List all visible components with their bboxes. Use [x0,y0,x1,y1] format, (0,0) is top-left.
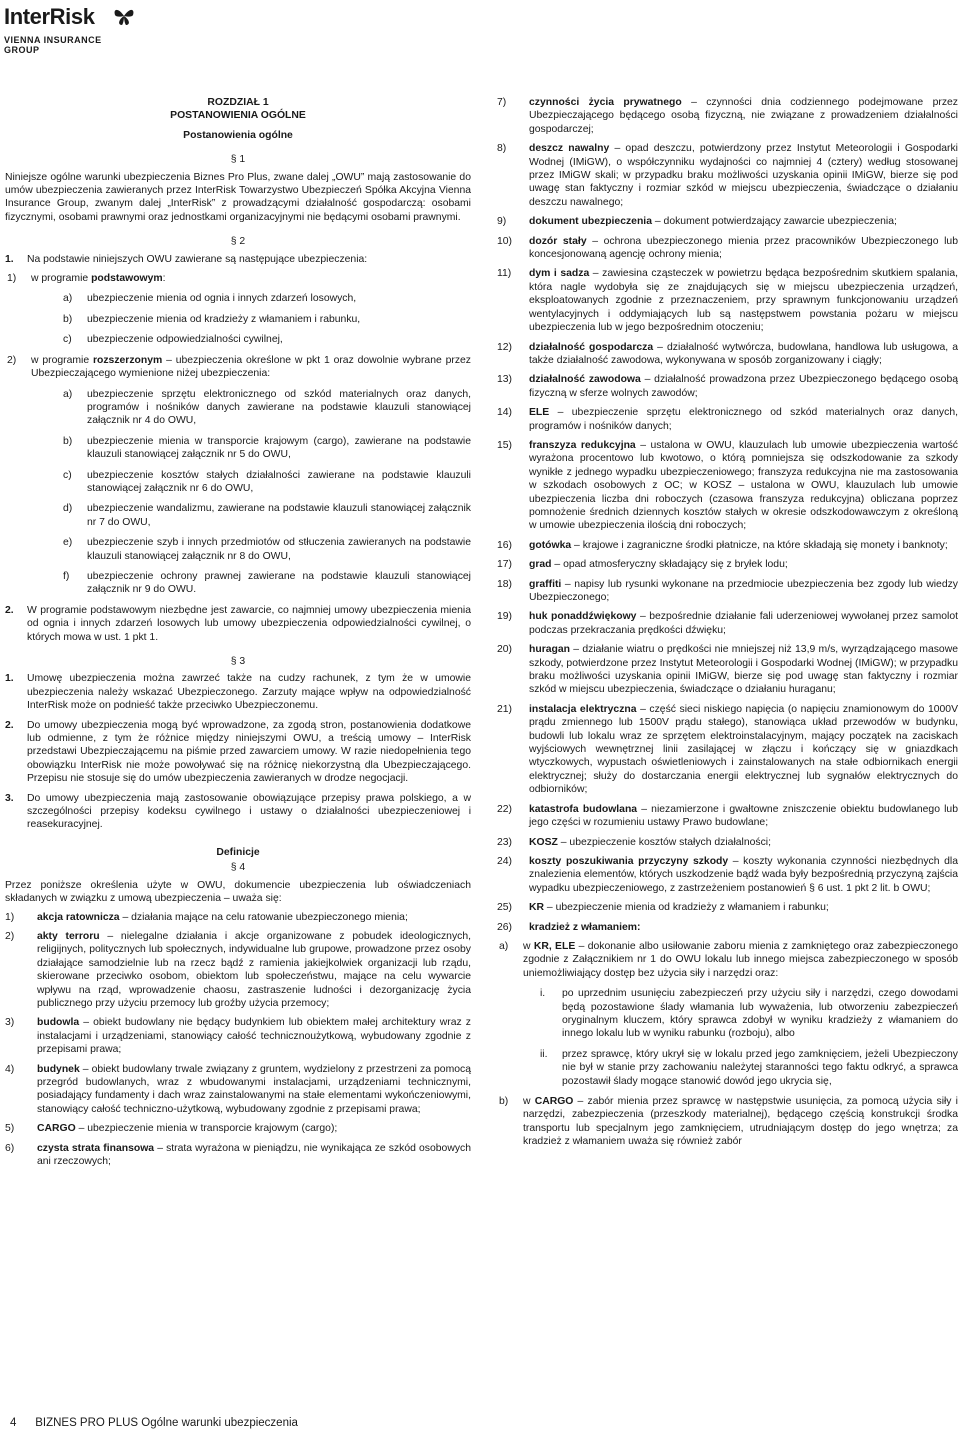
definition-text: – ubezpieczenie mienia w transporcie krajowym (cargo); [75,1123,338,1135]
definition-term: instalacja elektryczna [529,703,637,715]
definition-term: dokument ubezpieczenia [529,216,652,228]
item-number: a) [63,293,73,305]
definition-item [497,215,958,228]
definition-item [5,1063,471,1117]
definition-item [497,142,958,209]
definition-text: – obiekt budowlany trwale związany z gruntem, wydzielony z przestrzeni za pomocą przegród budowlanych, wraz z wbudowanymi instalacjami, urządzeniami technicznymi, posiadający fundamenty i dach wraz zainstalowanymi na stałe elementami wykończeniowymi, stanowiący całość techniczno-użytkową, wybudowany zgodnie z przepisami prawa; [37,1063,471,1115]
list-item [5,469,471,496]
sublist [497,987,958,1088]
paragraph-4-intro: Przez poniższe określenia użyte w OWU, dokumencie ubezpieczenia lub oświadczeniach składanych w związku z umową ubezpieczenia – uważa się: [5,879,471,905]
definition-text: – czynności dnia codziennego podejmowane przez Ubezpieczającego będącego osobą fizyczną, nie związane z prowadzeniem działalności gospodarczej; [529,97,958,135]
item-text: ubezpieczenie mienia od ognia i innych zdarzeń losowych, [87,293,357,305]
definition-term: grad [529,559,552,571]
item-number: 5) [5,1123,15,1135]
definition-item [497,439,958,533]
list-item [5,313,471,326]
list-item [5,435,471,462]
definition-text: – dokument potwierdzający zawarcie ubezpieczenia; [651,216,897,228]
list-item [5,792,471,832]
item-number: 25) [497,902,513,914]
definition-term: huragan [529,644,570,656]
definition-text: – niezamierzone i gwałtowne zniszczenie obiektu budowlanego lub jego części w rozumieniu ustawy Prawo budowlane; [529,803,958,829]
definition-text: – bezpośrednie działanie fali uderzeniowej wywołanej przez samolot podczas przekraczania prędkości dźwięku; [529,611,958,636]
list-item [5,536,471,563]
definition-item [5,1142,471,1169]
item-text: Umowę ubezpieczenia można zawrzeć także na cudzy rachunek, z tym że w umowie ubezpieczenia należy wskazać Ubezpieczonego. Zarzuty mające wpływ na odpowiedzialność InterRisk może on podnieść także przeciwko Ubezpieczonemu. [27,673,471,712]
definition-text: – działalność prowadzona przez Ubezpieczonego będącego osobą fizyczną w sferze wolnych zawodów; [529,374,958,399]
item-number: 14) [497,407,513,419]
item-text: ubezpieczenie wandalizmu, zawierane na podstawie klauzuli stanowiącej załącznik nr 7 do OWU, [87,503,471,528]
definition-term: akty terroru [37,930,100,942]
item-number: 16) [497,539,513,551]
definition-text: – zawiesina cząsteczek w powietrzu będąca bezpośrednim skutkiem spalania, która nagle wydobyła się ze znajdujących się w miejscu ubezpieczenia urządzeń, eksploatowanych zgodnie z przeznaczeniem, przy sprawnym funkcjonowaniu urządzeń wentylacyjnych i oddymiających lub są następstwem powstania pożaru w miejscu ubezpieczenia lub w jego bezpośrednim otoczeniu; [529,268,958,334]
definition-term: czysta strata finansowa [37,1142,155,1154]
definition-term: KOSZ [529,836,558,848]
list-item [5,502,471,529]
item-text: ubezpieczenie szyb i innych przedmiotów od stłuczenia zawieranych na podstawie klauzuli stanowiącej załącznik nr 8 do OWU, [87,537,471,562]
butterfly-icon [113,5,135,27]
left-column [5,96,471,1174]
item-number: 13) [497,374,513,386]
item-text: ubezpieczenie ochrony prawnej zawierane na podstawie klauzuli stanowiącej załącznik nr 9 do OWU. [87,570,471,596]
item-number: 21) [497,703,513,715]
item-number: 1. [5,673,14,685]
item-number: 23) [497,836,513,848]
item-number: 18) [497,578,513,590]
definition-term: ELE [529,407,550,419]
item-number: i. [540,988,546,1000]
definition-item [5,1122,471,1135]
definition-term: dozór stały [529,235,587,247]
item-text: ubezpieczenie mienia w transporcie krajowym (cargo), zawierane na podstawie klauzuli stanowiącej załącznik nr 5 do OWU, [87,435,471,461]
item-number: 10) [497,235,513,247]
item-text: Do umowy ubezpieczenia mają zastosowanie obowiązujące przepisy prawa polskiego, a w szczególności przepisy kodeksu cywilnego i ustawy o działalności ubezpieczeniowej i reasekuracyjnej. [27,792,471,831]
definition-term: graffiti [529,578,562,590]
definition-term: budowla [37,1017,80,1029]
item-number: c) [63,334,72,346]
paragraph-1-text: Niniejsze ogólne warunki ubezpieczenia Biznes Pro Plus, zwane dalej „OWU” mają zastosowanie do umów ubezpieczenia zawieranych przez InterRisk Towarzystwo Ubezpieczeń Spółka Akcyjna Vienna Insurance Group, zwanym dalej „InterRisk” z prowadzącymi działalność gospodarczą: osobami fizycznymi, osobami prawnymi oraz jednostkami organizacyjnymi nie będącymi osobami prawnymi. [5,171,471,223]
paragraph-3-list [5,672,471,831]
list-item: 1) w programie podstawowym: [7,273,166,285]
definition-item [497,610,958,637]
definition-text: – opad atmosferyczny składający się z bryłek lodu; [551,559,788,571]
item-text: ubezpieczenie odpowiedzialności cywilnej, [87,334,283,346]
paragraph-2-heading: § 2 [230,236,246,248]
definition-item [497,539,958,552]
list-item [5,719,471,786]
item-text: przez sprawcę, który ukrył się w lokalu przed jego zamknięciem, jeżeli Ubezpieczony nie był w stanie przy zachowaniu należytej staranności tego faktu odkryć, a sprawca pozostawił ślady mogące stanowić dowód jego ukrycia się, [562,1048,958,1087]
definition-text: – ochrona ubezpieczonego mienia przez pracowników Ubezpieczonego lub koncesjonowaną agencję ochrony mienia; [529,235,958,261]
definition-term: KR [529,902,545,914]
definition-item [497,341,958,368]
item-text: ubezpieczenie kosztów stałych działalności zawierane na podstawie klauzuli stanowiącej załącznik nr 6 do OWU, [87,469,471,494]
chapter-heading: ROZDZIAŁ 1 [207,97,269,108]
definition-item [5,1016,471,1056]
definition-item [5,911,471,924]
definitions-list [497,96,958,915]
definition-item [497,836,958,849]
definition-term: franszyza redukcyjna [529,439,636,451]
item-number: 7) [497,97,507,108]
item-number: c) [63,469,72,481]
list-item: b) w CARGO – zabór mienia przez sprawcę w następstwie usunięcia, za pomocą użycia siły i narzędzi, zabezpieczenia (przeszkody materialnej), będącego częścią konstrukcji środka transportu lub specjalnym jego zamknięciem, utrudniającym dostęp do jego wnętrza; za kradzież z włamaniem uważa się również zabór [499,1096,958,1148]
page-footer [10,1417,298,1429]
definition-text: – koszty wykonania czynności niezbędnych dla znalezienia elementów, których uszkodzenie bądź wada były bezpośrednią przyczyną zajścia wypadku ubezpieczeniowego, z zastrzeżeniem postanowień § 6 ust. 1 pkt 2 lit. b OWU; [529,855,958,894]
definition-item [497,643,958,697]
list-item [497,987,958,1041]
page-number: 4 [10,1417,17,1429]
definition-term: koszty poszukiwania przyczyny szkody [529,855,729,867]
item-text: Do umowy ubezpieczenia mogą być wprowadzone, za zgodą stron, postanowienia dodatkowe lub odmienne, z tym że różnice między niniejszymi OWU, a treścią umowy – InterRisk przedstawi Ubezpieczającemu na piśmie przed zawarciem umowy. W razie niedopełnienia tego obowiązku InterRisk nie może powoływać się na różnicę niekorzystną dla Ubezpieczającego. Przepisu nie stosuje się do umów ubezpieczenia zawieranych w drodze negocjacji. [27,719,471,785]
item-number: f) [63,570,70,582]
definition-text: – ustalona w OWU, klauzulach lub umowie ubezpieczenia wartość wyrażona procentowo lub kwotowo, o którą pomniejsza się odszkodowanie za szkody wynikłe z jednego wypadku ubezpieczeniowego; franszyza redukcyjna nie ma zastosowania w szkodach osobowych z OC; w KOSZ – ustalona w OWU, klauzulach lub umowie ubezpieczenia liczba dni roboczych (czasowa franszyza redukcyjna) obliczana poprzez pomnożenie średnich dziennych kosztów stałych w okresie odszkodowawczym z określoną w umowie ubezpieczenia ilością dni roboczych; [529,439,959,532]
item-number: b) [63,435,73,447]
right-column [497,96,958,1156]
interrisk-logo [4,4,134,55]
chapter-title: POSTANOWIENIA OGÓLNE [170,110,306,122]
definition-text: – działania mające na celu ratowanie ubezpieczonego mienia; [119,911,408,923]
item-number: 2. [5,719,14,731]
definition-item [497,703,958,797]
definition-text: – strata wyrażona w pieniądzu, nie wynikająca ze szkód osobowych ani rzeczowych; [37,1142,471,1167]
definition-text: – napisy lub rysunki wykonane na przedmiocie ubezpieczenia bez zgody lub wiedzy Ubezpieczonego; [529,578,958,603]
item-number: 9) [497,216,507,228]
definitions-title: Definicje [216,846,260,858]
definition-item [497,267,958,334]
item-number: 20) [497,644,513,656]
definition-term: huk ponaddźwiękowy [529,611,637,623]
item-number: b) [63,313,73,325]
definition-text: – obiekt budowlany nie będący budynkiem lub obiektem małej architektury wraz z instalacjami i urządzeniami, stanowiący całość technicznoużytkową, wybudowany zgodnie z przepisami prawa; [37,1017,471,1056]
paragraph-4-heading: § 4 [230,862,246,874]
definitions-list [5,911,471,1169]
definition-text: – opad deszczu, potwierdzony przez Instytut Meteorologii i Gospodarki Wodnej (IMiGW), o współczynniku wydajności co najmniej 4 (cztery) według stosowanej przez IMiGW skali; w przypadku braku możliwości uzyskania opinii IMiGW, bierze się pod uwagę stan faktyczny i rozmiar szkód w miejscu ubezpieczenia, świadczące o działaniu deszczu nawalnego; [529,143,958,208]
item-number: 6) [5,1142,15,1154]
list-item: 2) w programie rozszerzonym – ubezpieczenia określone w pkt 1 oraz dowolnie wybrane przez Ubezpieczającego wymienione niżej ubezpieczenia: [7,354,471,380]
definition-item: 26) kradzież z włamaniem: [497,921,641,933]
item-number: 3) [5,1017,15,1029]
definition-term: akcja ratownicza [37,911,120,923]
definition-text: – działalność wytwórcza, budowlana, handlowa lub usługowa, a także działalność zawodowa, wykonywana w sposób zorganizowany i ciągły; [529,341,958,366]
definition-term: gotówka [529,539,572,551]
sublist [5,388,471,597]
item-number: 17) [497,559,513,571]
list-item [497,1048,958,1088]
list-item: 2. W programie podstawowym niezbędne jest zawarcie, co najmniej umowy ubezpieczenia mienia od ognia i innych zdarzeń losowych lub umowy ubezpieczenia odpowiedzialności cywilnej, o których mowa w ust. 1 pkt 1. [5,604,471,643]
footer-title: BIZNES PRO PLUS Ogólne warunki ubezpieczenia [35,1417,298,1429]
definition-term: CARGO [37,1123,76,1135]
list-item [5,388,471,428]
definition-item [497,855,958,895]
item-number: a) [63,388,73,400]
item-text: ubezpieczenie mienia od kradzieży z włamaniem i rabunku, [87,313,361,325]
definition-term: katastrofa budowlana [529,803,638,815]
item-number: 12) [497,341,513,353]
item-number: 24) [497,855,513,867]
definition-term: czynności życia prywatnego [529,97,682,108]
definition-item [497,373,958,400]
definition-item [497,901,958,914]
paragraph-1-heading: § 1 [230,154,246,166]
item-number: 2) [5,930,15,942]
logo-subtitle: VIENNA INSURANCE GROUP [4,35,102,55]
item-number: 3. [5,792,14,804]
list-item: 1. Na podstawie niniejszych OWU zawierane są następujące ubezpieczenia: [5,253,368,265]
definition-term: deszcz nawalny [529,143,610,155]
paragraph-3-heading: § 3 [230,656,246,667]
item-number: e) [63,537,73,549]
definition-text: – część sieci niskiego napięcia (o napięciu znamionowym do 1000V prądu zmiennego lub 1500V prądu stałego), stanowiąca układ przewodów w budynku, budowli lub lokalu wraz ze sprzętem elektroinstalacyjnym, mający początek na zaciskach wyjściowych wewnętrznej linii zasilającej w złączu i kończący się w gniazdkach wtyczkowych, wypustach oświetleniowych i zainstalowanych na stałe odbiornikach energii elektrycznej; służy do dostarczania energii elektrycznej lub sygnałów elektrycznych do odbiorników; [529,703,959,796]
logo-name: InterRisk [4,4,95,29]
item-text: ubezpieczenie sprzętu elektronicznego od szkód materialnych oraz danych, programów i nośników danych zawierane na podstawie klauzuli stanowiącej załącznik nr 4 do OWU, [87,388,471,427]
definition-text: – krajowe i zagraniczne środki płatnicze, na które składają się monety i banknoty; [571,539,948,551]
item-number: 4) [5,1063,15,1075]
list-item [5,570,471,597]
item-text: po uprzednim usunięciu zabezpieczeń przy użyciu siły i narzędzi, czego dowodami będą pozostawione ślady włamania lub wyważenia, lub otworzeniu zabezpieczeń oryginalnym kluczem, który sprawca zdobył w wyniku kradzieży z włamaniem do innego lokalu lub w wyniku rabunku (rozboju), albo [562,988,958,1040]
item-number: ii. [540,1048,548,1060]
definition-item [497,235,958,262]
definition-item [497,803,958,830]
definition-text: – ubezpieczenie mienia od kradzieży z włamaniem i rabunku; [544,902,829,914]
item-number: 1) [5,911,15,923]
definition-item [497,558,958,571]
definition-item [497,96,958,136]
definition-text: – działanie wiatru o prędkości nie mniejszej niż 13,9 m/s, wyrządzającego masowe szkody, potwierdzone przez Instytut Meteorologii i Gospodarki Wodnej (IMiGW); w przypadku braku możliwości uzyskania opinii IMiGW, bierze się pod uwagę stan faktyczny i rozmiar szkód w miejscu ubezpieczenia, świadczące o działaniu huraganu; [529,644,958,696]
definition-text: – nielegalne działania i akcje organizowane z pobudek ideologicznych, religijnych, politycznych lub społecznych, indywidualne lub grupowe, prowadzone przez osoby działające samodzielnie lub na rzecz bądź z ramienia jakiejkolwiek organizacji lub rządu, skierowane przeciwko osobom, obiektom lub społeczeństwu, mające na celu wywarcie wpływu na rząd, wprowadzenie chaosu, zastraszenie ludności i dezorganizację życia publicznego przy użyciu przemocy lub groźby użycia przemocy; [37,930,471,1009]
list-item: a) w KR, ELE – dokonanie albo usiłowanie zaboru mienia z zamkniętego oraz zabezpieczonego zgodnie z Załącznikiem nr 1 do OWU lokalu lub innego miejsca zabezpieczonego w sposób uniemożliwiający dostęp bez użycia siły i narzędzi oraz: [499,940,958,979]
definition-term: działalność gospodarcza [529,341,654,353]
item-number: d) [63,503,73,515]
definition-item [497,578,958,605]
definition-term: dym i sadza [529,268,590,280]
list-item [5,333,471,346]
definition-item [5,930,471,1010]
section-title: Postanowienia ogólne [183,129,293,141]
list-item [5,672,471,712]
list-item [5,292,471,305]
definition-term: działalność zawodowa [529,374,641,386]
item-number: 15) [497,439,513,451]
definition-text: – ubezpieczenie sprzętu elektronicznego od szkód materialnych oraz danych, programów i nośników danych; [529,407,958,432]
definition-term: budynek [37,1063,80,1075]
definition-text: – ubezpieczenie kosztów stałych działalności; [557,836,771,848]
item-number: 11) [497,268,512,280]
definition-item [497,406,958,433]
item-number: 8) [497,143,507,155]
item-number: 19) [497,611,513,623]
item-number: 22) [497,803,513,815]
sublist [5,292,471,346]
